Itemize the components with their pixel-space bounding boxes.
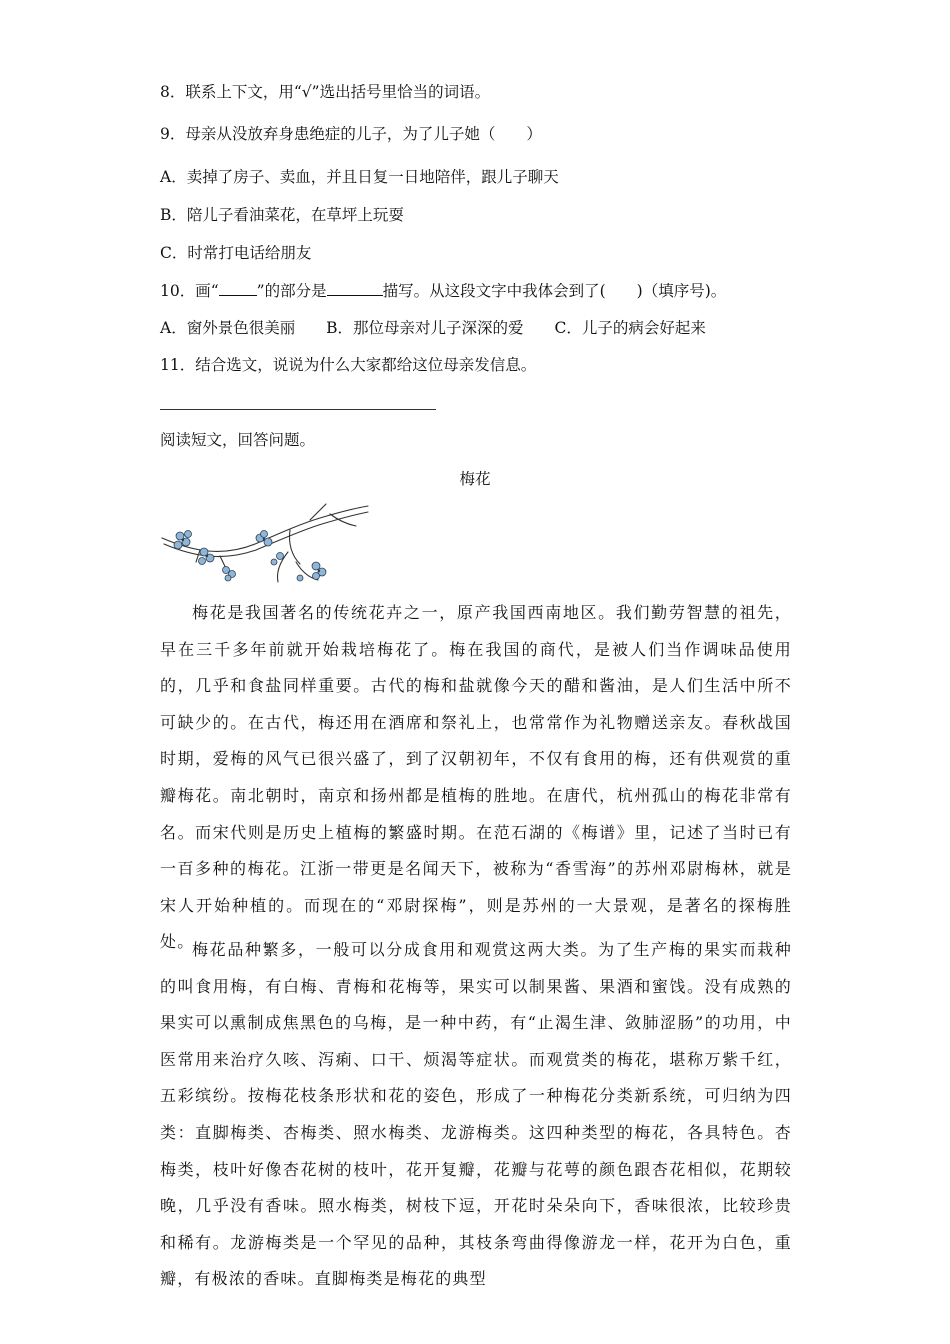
article-title: 梅花 (459, 470, 491, 488)
question-9-option-b: B．陪儿子看油菜花，在草坪上玩耍 (160, 206, 404, 224)
question-10-text-3: 描写。从这段文字中我体会到了( )（填序号)。 (382, 282, 727, 300)
question-11: 11．结合选文，说说为什么大家都给这位母亲发信息。 (160, 356, 537, 374)
reading-instruction: 阅读短文，回答问题。 (160, 431, 316, 449)
question-9-option-c: C．时常打电话给朋友 (160, 244, 312, 262)
question-8: 8．联系上下文，用“√”选出括号里恰当的词语。 (160, 83, 491, 101)
question-10-text-1: 10．画“ (160, 282, 219, 300)
question-10 (160, 281, 726, 301)
article-paragraph-2: 梅花品种繁多，一般可以分成食用和观赏这两大类。为了生产梅的果实而栽种的叫食用梅，有白梅、青梅和花梅等，果实可以制果酱、果酒和蜜饯。没有成熟的果实可以熏制成焦黑色的乌梅，是一种中药，有“止渴生津、敛肺涩肠”的功用，中医常用来治疗久咳、泻痢、口干、烦渴等症状。而观赏类的梅花，堪称万紫千红，五彩缤纷。按梅花枝条形状和花的姿色，形成了一种梅花分类新系统，可归纳为四类：直脚梅类、杏梅类、照水梅类、龙游梅类。这四种类型的梅花，各具特色。杏梅类，枝叶好像杏花树的枝叶，花开复瓣，花瓣与花萼的颜色跟杏花相似，花期较晚，几乎没有香味。照水梅类，树枝下逗，开花时朵朵向下，香味很浓，比较珍贵和稀有。龙游梅类是一个罕见的品种，其枝条弯曲得像游龙一样，花开为白色，重瓣，有极浓的香味。直脚梅类是梅花的典型 (160, 940, 792, 1289)
question-10-text-2: ”的部分是 (256, 282, 327, 300)
question-9: 9．母亲从没放弃身患绝症的儿子，为了儿子她（ ） (160, 125, 542, 143)
article-paragraph-1: 梅花是我国著名的传统花卉之一，原产我国西南地区。我们勤劳智慧的祖先，早在三千多年前就开始栽培梅花了。梅在我国的商代，是被人们当作调味品使用的，几乎和食盐同样重要。古代的梅和盐就像今天的醋和酱油，是人们生活中所不可缺少的。在古代，梅还用在酒席和祭礼上，也常常作为礼物赠送亲友。春秋战国时期，爱梅的风气已很兴盛了，到了汉朝初年，不仅有食用的梅，还有供观赏的重瓣梅花。南北朝时，南京和扬州都是植梅的胜地。在唐代，杭州孤山的梅花非常有名。而宋代则是历史上植梅的繁盛时期。在范石湖的《梅谱》里，记述了当时已有一百多种的梅花。江浙一带更是名闻天下，被称为“香雪海”的苏州邓尉梅林，就是宋人开始种植的。而现在的“邓尉探梅”，则是苏州的一大景观，是著名的探梅胜处。 (160, 603, 792, 952)
question-10-options (160, 318, 706, 338)
question-10-option-a: A．窗外景色很美丽 (160, 319, 296, 337)
plum-blossom-illustration (160, 500, 372, 588)
question-10-option-c: C．儿子的病会好起来 (554, 319, 706, 337)
answer-line (160, 409, 436, 410)
answer-blank (327, 281, 383, 296)
underline-marker-blank (219, 281, 257, 296)
question-10-option-b: B．那位母亲对儿子深深的爱 (326, 319, 524, 337)
question-9-option-a: A．卖掉了房子、卖血，并且日复一日地陪伴，跟儿子聊天 (160, 168, 559, 186)
